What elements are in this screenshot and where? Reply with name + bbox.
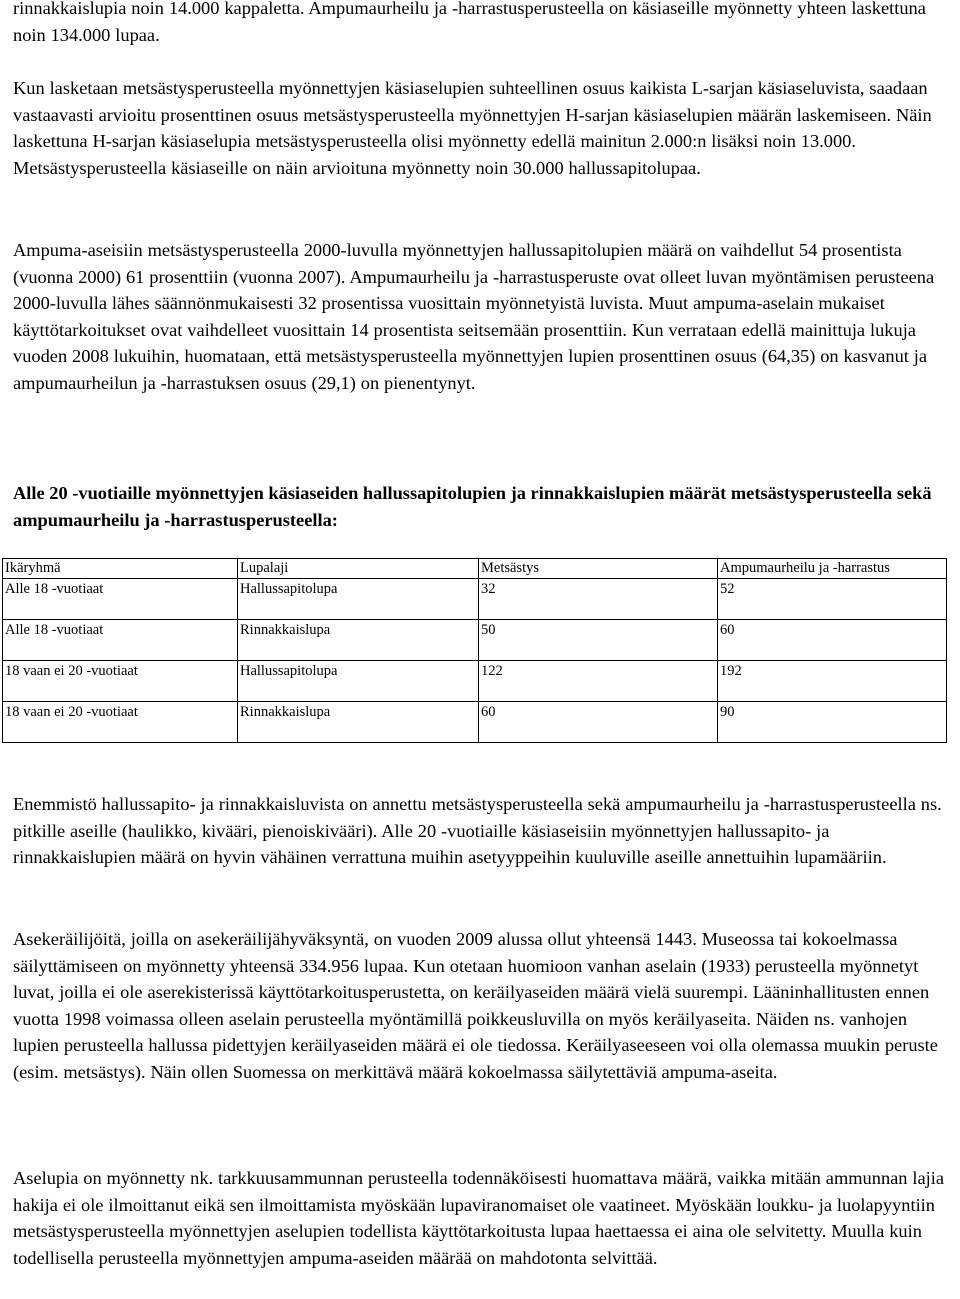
header-permit-type: Lupalaji bbox=[238, 559, 479, 579]
header-hunting: Metsästys bbox=[479, 559, 718, 579]
table-row bbox=[3, 579, 947, 620]
paragraph-precision-shooting: Aselupia on myönnetty nk. tarkkuusammunnan perusteella todennäköisesti huomattava määrä, vaikka mitään ammunnan lajia hakija ei ole ilmoittanut eikä sen ilmoittamista myöskään lupaviranomaiset ole vaatineet. Myöskään loukku- ja luolapyyntiin metsästysperusteella myönnettyjen aselupien todellista käyttötarkoitusta lupaa haettaessa ei aina ole selvitetty. Muulla kuin todellisella perusteella myönnettyjen ampuma-aseiden määrää on mahdotonta selvittää. bbox=[13, 1168, 945, 1268]
cell-hunting: 60 bbox=[479, 702, 718, 743]
cell-permit-type: Rinnakkaislupa bbox=[238, 620, 479, 661]
header-shooting-sport: Ampumaurheilu ja -harrastus bbox=[718, 559, 947, 579]
cell-age-group: Alle 18 -vuotiaat bbox=[3, 620, 238, 661]
paragraph-collectors: Asekeräilijöitä, joilla on asekeräilijähyväksyntä, on vuoden 2009 alussa ollut yhteensä 1443. Museossa tai kokoelmassa säilyttämiseen on myönnetty yhteensä 334.956 lupaa. Kun otetaan huomioon vanhan aselain (1933) perusteella myönnetyt luvat, joilla ei ole aserekisterissä käyttötarkoitusperustetta, on keräilyaseiden määrä vielä suurempi. Lääninhallitusten ennen vuotta 1998 voimassa olleen aselain perusteella myöntämillä poikkeusluvilla on myös keräilyaseita. Näiden ns. vanhojen lupien perusteella hallussa pidettyjen keräilyaseiden määrä ei ole tiedossa. Keräilyaseeseen voi olla olemassa muukin peruste (esim. metsästys). Näin ollen Suomessa on merkittävä määrä kokoelmassa säilytettäviä ampuma-aseita. bbox=[13, 929, 938, 1082]
table-row bbox=[3, 702, 947, 743]
table-row bbox=[3, 620, 947, 661]
paragraph-handgun-share: Kun lasketaan metsästysperusteella myönnettyjen käsiaselupien suhteellinen osuus kaikista L-sarjan käsiaseluvista, saadaan vastaavasti arvioitu prosenttinen osuus metsästysperusteella myönnettyjen H-sarjan käsiaselupien määrän laskemiseen. Näin laskettuna H-sarjan käsiaselupia metsästysperusteella olisi myönnetty edellä mainitun 2.000:n lisäksi noin 13.000. Metsästysperusteella käsiaseille on näin arvioituna myönnetty noin 30.000 hallussapitolupaa. bbox=[13, 78, 932, 178]
paragraph-long-guns: Enemmistö hallussapito- ja rinnakkaisluvista on annettu metsästysperusteella sekä ampumaurheilu ja -harrastusperusteella ns. pitkille aseille (haulikko, kivääri, pienoiskivääri). Alle 20 -vuotiaille käsiaseisiin myönnettyjen hallussapito- ja rinnakkaislupien määrä on hyvin vähäinen verrattuna muihin asetyyppeihin kuuluville aseille annettuihin lupamääriin. bbox=[13, 794, 942, 867]
header-age-group: Ikäryhmä bbox=[3, 559, 238, 579]
cell-shooting-sport: 192 bbox=[718, 661, 947, 702]
cell-shooting-sport: 90 bbox=[718, 702, 947, 743]
cell-shooting-sport: 52 bbox=[718, 579, 947, 620]
permits-table bbox=[2, 558, 947, 743]
paragraph-continuation: rinnakkaislupia noin 14.000 kappaletta. Ampumaurheilu ja -harrastusperusteella on käsiaseille myönnetty yhteen laskettuna noin 134.000 lupaa. bbox=[13, 0, 926, 45]
cell-hunting: 50 bbox=[479, 620, 718, 661]
table-row bbox=[3, 661, 947, 702]
cell-permit-type: Hallussapitolupa bbox=[238, 661, 479, 702]
cell-permit-type: Rinnakkaislupa bbox=[238, 702, 479, 743]
cell-age-group: Alle 18 -vuotiaat bbox=[3, 579, 238, 620]
cell-shooting-sport: 60 bbox=[718, 620, 947, 661]
cell-hunting: 122 bbox=[479, 661, 718, 702]
table-heading: Alle 20 -vuotiaille myönnettyjen käsiaseiden hallussapitolupien ja rinnakkaislupien määrät metsästysperusteella sekä ampumaurheilu ja -harrastusperusteella: bbox=[13, 483, 932, 530]
cell-permit-type: Hallussapitolupa bbox=[238, 579, 479, 620]
table-header-row bbox=[3, 559, 947, 579]
paragraph-permit-percentages: Ampuma-aseisiin metsästysperusteella 2000-luvulla myönnettyjen hallussapitolupien määrä on vaihdellut 54 prosentista (vuonna 2000) 61 prosenttiin (vuonna 2007). Ampumaurheilu ja -harrastusperuste ovat olleet luvan myöntämisen perusteena 2000-luvulla lähes säännönmukaisesti 32 prosentissa vuosittain myönnetyistä luvista. Muut ampuma-aselain mukaiset käyttötarkoitukset ovat vaihdelleet vuosittain 14 prosentista seitsemään prosenttiin. Kun verrataan edellä mainittuja lukuja vuoden 2008 lukuihin, huomataan, että metsästysperusteella myönnettyjen lupien prosenttinen osuus (64,35) on kasvanut ja ampumaurheilun ja -harrastuksen osuus (29,1) on pienentynyt. bbox=[13, 240, 935, 393]
cell-hunting: 32 bbox=[479, 579, 718, 620]
cell-age-group: 18 vaan ei 20 -vuotiaat bbox=[3, 661, 238, 702]
cell-age-group: 18 vaan ei 20 -vuotiaat bbox=[3, 702, 238, 743]
